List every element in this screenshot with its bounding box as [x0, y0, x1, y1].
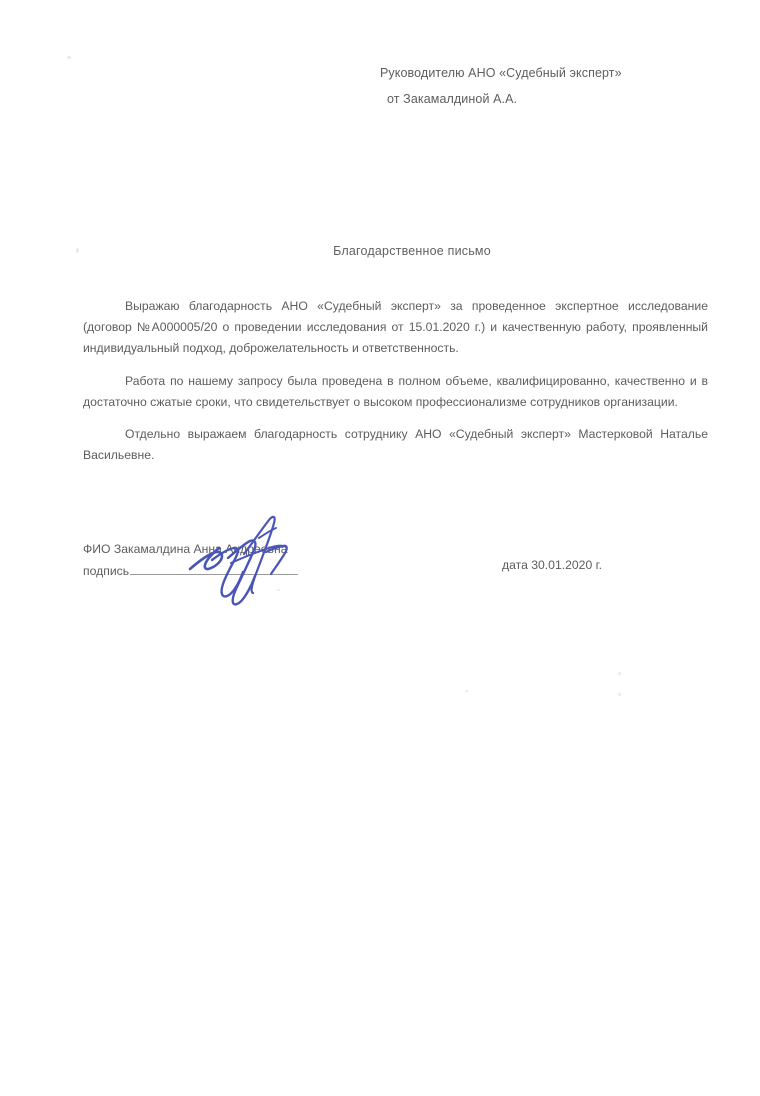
signatory-name: ФИО Закамалдина Анна Андреевна [83, 542, 288, 556]
body-paragraph: Отдельно выражаем благодарность сотруднику АНО «Судебный эксперт» Мастерковой Наталье Васильевне. [83, 427, 708, 463]
body-paragraph: Выражаю благодарность АНО «Судебный эксперт» за проведенное экспертное исследование (договор №А000005/20 о проведении исследования от 15.01.2020 г.) и качественную работу, проявленный индивидуальный подход, доброжелательность и ответственность. [83, 299, 708, 356]
addressee-sender: от Закамалдиной А.А. [387, 92, 518, 106]
signature-block [83, 538, 383, 582]
signature-rule [130, 562, 298, 575]
addressee-recipient: Руководителю АНО «Судебный эксперт» [380, 66, 622, 80]
document-title: Благодарственное письмо [333, 244, 491, 258]
document-body [83, 296, 708, 466]
signature-date: дата 30.01.2020 г. [502, 558, 602, 572]
scan-speck [67, 56, 71, 59]
signature-label: подпись [83, 564, 130, 578]
scan-speck [618, 693, 621, 696]
scan-speck [277, 589, 280, 591]
scan-speck [618, 672, 621, 675]
body-paragraph: Работа по нашему запросу была проведена в полном объеме, квалифицированно, качественно и в достаточно сжатые сроки, что свидетельствует о высоком профессионализме сотрудников организации. [83, 373, 708, 409]
signature-line-row [83, 560, 383, 582]
scan-speck [465, 690, 468, 692]
addressee-block [380, 60, 680, 112]
